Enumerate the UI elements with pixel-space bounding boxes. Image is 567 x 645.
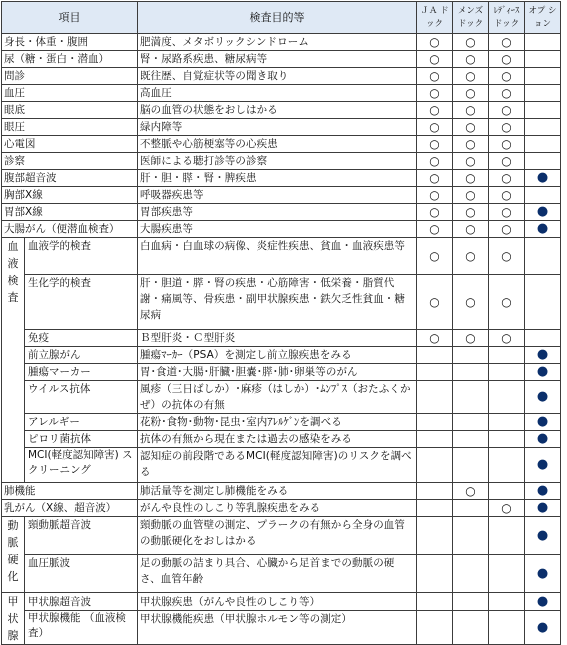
purpose-text: 胃部疾患等 xyxy=(138,204,417,221)
mens-dock-mark xyxy=(453,611,489,645)
mens-dock-mark xyxy=(453,431,489,448)
group-label-char: 甲 xyxy=(7,595,19,608)
group-label-char: 腺 xyxy=(7,629,19,642)
option-mark: ● xyxy=(525,593,561,611)
mens-dock-mark: ○ xyxy=(453,85,489,102)
item-name: 前立腺がん xyxy=(25,347,138,364)
table-row xyxy=(2,170,561,187)
item-name: 眼底 xyxy=(2,102,138,119)
mens-dock-mark: ○ xyxy=(453,221,489,238)
ladies-dock-mark xyxy=(489,431,525,448)
ladies-dock-mark: ○ xyxy=(489,68,525,85)
ja-dock-mark xyxy=(417,448,453,483)
ja-dock-mark xyxy=(417,347,453,364)
ja-dock-mark: ○ xyxy=(417,170,453,187)
ja-dock-mark xyxy=(417,611,453,645)
mens-dock-mark: ○ xyxy=(453,153,489,170)
purpose-text: 肥満度、メタボリックシンドローム xyxy=(138,34,417,51)
table-row xyxy=(2,275,561,330)
ladies-dock-mark: ○ xyxy=(489,153,525,170)
mens-dock-mark: ○ xyxy=(453,34,489,51)
mens-dock-mark xyxy=(453,381,489,414)
option-mark xyxy=(525,275,561,330)
item-name: 甲状腺機能 （血液検査） xyxy=(25,611,138,645)
header-purpose: 検査目的等 xyxy=(138,2,417,34)
option-mark xyxy=(525,51,561,68)
group-label-char: 査 xyxy=(7,291,19,304)
table-row xyxy=(2,517,561,555)
item-name: 身長・体重・腹囲 xyxy=(2,34,138,51)
table-row xyxy=(2,34,561,51)
purpose-text: 呼吸器疾患等 xyxy=(138,187,417,204)
table-row xyxy=(2,153,561,170)
table-row xyxy=(2,483,561,500)
ladies-dock-mark: ○ xyxy=(489,221,525,238)
header-row xyxy=(2,2,561,34)
thyroid-group-label xyxy=(2,593,25,645)
table-row xyxy=(2,68,561,85)
table-row xyxy=(2,431,561,448)
ja-dock-mark xyxy=(417,500,453,517)
ja-dock-mark xyxy=(417,414,453,431)
option-mark: ● xyxy=(525,170,561,187)
option-mark xyxy=(525,153,561,170)
group-label-char: 検 xyxy=(7,274,19,287)
group-label-char: 血 xyxy=(7,240,19,253)
purpose-text: 頸動脈の血管壁の測定、プラークの有無から全身の血管の動脈硬化をおしはかる xyxy=(138,517,417,555)
ja-dock-mark: ○ xyxy=(417,275,453,330)
header-ja-dock: ＪＡ ドック xyxy=(417,2,453,34)
ladies-dock-mark xyxy=(489,448,525,483)
table-row xyxy=(2,555,561,593)
header-mens-dock: メンズ ドック xyxy=(453,2,489,34)
mens-dock-mark xyxy=(453,448,489,483)
option-mark xyxy=(525,238,561,275)
option-mark: ● xyxy=(525,414,561,431)
ladies-dock-mark xyxy=(489,347,525,364)
table-row xyxy=(2,102,561,119)
ladies-dock-mark xyxy=(489,517,525,555)
purpose-text: 甲状腺疾患（がんや良性のしこり等） xyxy=(138,593,417,611)
ladies-dock-mark: ○ xyxy=(489,85,525,102)
ja-dock-mark: ○ xyxy=(417,136,453,153)
mens-dock-mark: ○ xyxy=(453,51,489,68)
item-name: アレルギー xyxy=(25,414,138,431)
ladies-dock-mark: ○ xyxy=(489,170,525,187)
ja-dock-mark: ○ xyxy=(417,102,453,119)
ladies-dock-mark xyxy=(489,414,525,431)
mens-dock-mark xyxy=(453,555,489,593)
item-name: 問診 xyxy=(2,68,138,85)
purpose-text: 医師による聴打診等の診察 xyxy=(138,153,417,170)
ja-dock-mark xyxy=(417,555,453,593)
mens-dock-mark xyxy=(453,593,489,611)
option-mark xyxy=(525,119,561,136)
ja-dock-mark xyxy=(417,431,453,448)
header-ladies-dock: ﾚﾃﾞｨｰｽ ドック xyxy=(489,2,525,34)
table-row xyxy=(2,51,561,68)
table-row xyxy=(2,500,561,517)
header-option: オプ ション xyxy=(525,2,561,34)
ladies-dock-mark: ○ xyxy=(489,275,525,330)
ladies-dock-mark xyxy=(489,611,525,645)
ja-dock-mark xyxy=(417,364,453,381)
option-mark: ● xyxy=(525,448,561,483)
table-row xyxy=(2,330,561,347)
option-mark: ● xyxy=(525,347,561,364)
mens-dock-mark: ○ xyxy=(453,68,489,85)
mens-dock-mark: ○ xyxy=(453,330,489,347)
ladies-dock-mark xyxy=(489,555,525,593)
ladies-dock-mark: ○ xyxy=(489,102,525,119)
purpose-text: 抗体の有無から現在または過去の感染をみる xyxy=(138,431,417,448)
group-label-char: 化 xyxy=(7,570,19,583)
item-name: ウイルス抗体 xyxy=(25,381,138,414)
purpose-text: 不整脈や心筋梗塞等の心疾患 xyxy=(138,136,417,153)
ladies-dock-mark xyxy=(489,364,525,381)
ladies-dock-mark: ○ xyxy=(489,119,525,136)
mens-dock-mark: ○ xyxy=(453,483,489,500)
ladies-dock-mark xyxy=(489,593,525,611)
ja-dock-mark xyxy=(417,483,453,500)
purpose-text: 緑内障等 xyxy=(138,119,417,136)
table-row xyxy=(2,611,561,645)
item-name: 甲状腺超音波 xyxy=(25,593,138,611)
item-name: ピロリ菌抗体 xyxy=(25,431,138,448)
table-row xyxy=(2,221,561,238)
purpose-text: 花粉･食物･動物･昆虫･室内ｱﾚﾙｹﾞﾝを調べる xyxy=(138,414,417,431)
mens-dock-mark xyxy=(453,364,489,381)
table-row xyxy=(2,381,561,414)
ja-dock-mark: ○ xyxy=(417,153,453,170)
group-label-char: 動 xyxy=(7,519,19,532)
mens-dock-mark: ○ xyxy=(453,204,489,221)
purpose-text: 甲状腺機能疾患（甲状腺ホルモン等の測定） xyxy=(138,611,417,645)
ja-dock-mark xyxy=(417,593,453,611)
ladies-dock-mark: ○ xyxy=(489,204,525,221)
purpose-text: 高血圧 xyxy=(138,85,417,102)
item-name: 頸動脈超音波 xyxy=(25,517,138,555)
option-mark xyxy=(525,136,561,153)
ladies-dock-mark: ○ xyxy=(489,34,525,51)
purpose-text: 風疹（三日ばしか）･麻疹（はしか）･ﾑﾝﾌﾟｽ（おたふくかぜ）の抗体の有無 xyxy=(138,381,417,414)
ladies-dock-mark: ○ xyxy=(489,136,525,153)
purpose-text: 認知症の前段階であるMCI(軽度認知障害)のリスクを調べる xyxy=(138,448,417,483)
ladies-dock-mark: ○ xyxy=(489,187,525,204)
header-item: 項目 xyxy=(2,2,138,34)
ladies-dock-mark xyxy=(489,381,525,414)
mens-dock-mark: ○ xyxy=(453,136,489,153)
ja-dock-mark: ○ xyxy=(417,221,453,238)
purpose-text: 既往歴、自覚症状等の聞き取り xyxy=(138,68,417,85)
table-row xyxy=(2,119,561,136)
table-row xyxy=(2,238,561,275)
ja-dock-mark: ○ xyxy=(417,238,453,275)
ladies-dock-mark: ○ xyxy=(489,51,525,68)
option-mark xyxy=(525,102,561,119)
option-mark xyxy=(525,68,561,85)
option-mark: ● xyxy=(525,555,561,593)
item-name: 血圧脈波 xyxy=(25,555,138,593)
purpose-text: 脳の血管の状態をおしはかる xyxy=(138,102,417,119)
mens-dock-mark xyxy=(453,500,489,517)
ladies-dock-mark: ○ xyxy=(489,330,525,347)
item-name: 診察 xyxy=(2,153,138,170)
mens-dock-mark xyxy=(453,414,489,431)
item-name: 胸部X線 xyxy=(2,187,138,204)
purpose-text: がんや良性のしこり等乳腺疾患をみる xyxy=(138,500,417,517)
item-name: 心電図 xyxy=(2,136,138,153)
item-name: 血圧 xyxy=(2,85,138,102)
purpose-text: 足の動脈の詰まり具合、心臓から足首までの動脈の硬さ、血管年齢 xyxy=(138,555,417,593)
item-name: 腹部超音波 xyxy=(2,170,138,187)
ja-dock-mark: ○ xyxy=(417,68,453,85)
item-name: 眼圧 xyxy=(2,119,138,136)
table-row xyxy=(2,136,561,153)
ja-dock-mark xyxy=(417,381,453,414)
option-mark xyxy=(525,187,561,204)
mens-dock-mark xyxy=(453,517,489,555)
item-name: 血液学的検査 xyxy=(25,238,138,275)
table-row xyxy=(2,347,561,364)
table-row xyxy=(2,593,561,611)
purpose-text: 肺活量等を測定し肺機能をみる xyxy=(138,483,417,500)
option-mark xyxy=(525,34,561,51)
ja-dock-mark: ○ xyxy=(417,85,453,102)
item-name: 胃部X線 xyxy=(2,204,138,221)
item-name: MCI(軽度認知障害) スクリーニング xyxy=(25,448,138,483)
mens-dock-mark: ○ xyxy=(453,102,489,119)
ja-dock-mark: ○ xyxy=(417,204,453,221)
table-row xyxy=(2,414,561,431)
mens-dock-mark: ○ xyxy=(453,187,489,204)
mens-dock-mark: ○ xyxy=(453,119,489,136)
option-mark: ● xyxy=(525,611,561,645)
mens-dock-mark: ○ xyxy=(453,238,489,275)
option-mark xyxy=(525,85,561,102)
table-row xyxy=(2,204,561,221)
item-name: 免疫 xyxy=(25,330,138,347)
group-label-char: 状 xyxy=(7,612,19,625)
checkup-table xyxy=(1,1,561,645)
ja-dock-mark: ○ xyxy=(417,51,453,68)
item-name: 生化学的検査 xyxy=(25,275,138,330)
group-label-char: 硬 xyxy=(7,553,19,566)
mens-dock-mark: ○ xyxy=(453,275,489,330)
ladies-dock-mark: ○ xyxy=(489,500,525,517)
purpose-text: 肝・胆・膵・腎・脾疾患 xyxy=(138,170,417,187)
purpose-text: 腎・尿路系疾患、糖尿病等 xyxy=(138,51,417,68)
option-mark: ● xyxy=(525,221,561,238)
option-mark: ● xyxy=(525,483,561,500)
item-name: 乳がん（X線、超音波） xyxy=(2,500,138,517)
item-name: 大腸がん（便潜血検査） xyxy=(2,221,138,238)
purpose-text: 腫瘍ﾏｰｶｰ（PSA）を測定し前立腺疾患をみる xyxy=(138,347,417,364)
purpose-text: 白血病・白血球の病像、炎症性疾患、貧血・血液疾患等 xyxy=(138,238,417,275)
table-row xyxy=(2,364,561,381)
item-name: 尿（糖・蛋白・潜血） xyxy=(2,51,138,68)
ladies-dock-mark: ○ xyxy=(489,238,525,275)
option-mark: ● xyxy=(525,517,561,555)
purpose-text: 胃･食道･大腸･肝臓･胆嚢･膵･肺･卵巣等のがん xyxy=(138,364,417,381)
purpose-text: Ｂ型肝炎・Ｃ型肝炎 xyxy=(138,330,417,347)
purpose-text: 大腸疾患等 xyxy=(138,221,417,238)
table-row xyxy=(2,187,561,204)
ja-dock-mark: ○ xyxy=(417,330,453,347)
ja-dock-mark: ○ xyxy=(417,119,453,136)
table-row xyxy=(2,448,561,483)
ja-dock-mark: ○ xyxy=(417,34,453,51)
group-label-char: 脈 xyxy=(7,536,19,549)
option-mark: ● xyxy=(525,500,561,517)
table-row xyxy=(2,85,561,102)
mens-dock-mark xyxy=(453,347,489,364)
ladies-dock-mark xyxy=(489,483,525,500)
arteriosclerosis-group-label xyxy=(2,517,25,593)
group-label-char: 液 xyxy=(7,257,19,270)
option-mark: ● xyxy=(525,381,561,414)
item-name: 肺機能 xyxy=(2,483,138,500)
option-mark: ● xyxy=(525,431,561,448)
blood-test-group-label xyxy=(2,238,25,483)
mens-dock-mark: ○ xyxy=(453,170,489,187)
option-mark: ● xyxy=(525,204,561,221)
ja-dock-mark xyxy=(417,517,453,555)
purpose-text: 肝・胆道・膵・腎の疾患・心筋障害・低栄養・脂質代謝・痛風等、骨疾患・副甲状腺疾患・鉄欠乏性貧血・糖尿病 xyxy=(138,275,417,330)
option-mark: ● xyxy=(525,364,561,381)
option-mark xyxy=(525,330,561,347)
item-name: 腫瘍マーカー xyxy=(25,364,138,381)
ja-dock-mark: ○ xyxy=(417,187,453,204)
